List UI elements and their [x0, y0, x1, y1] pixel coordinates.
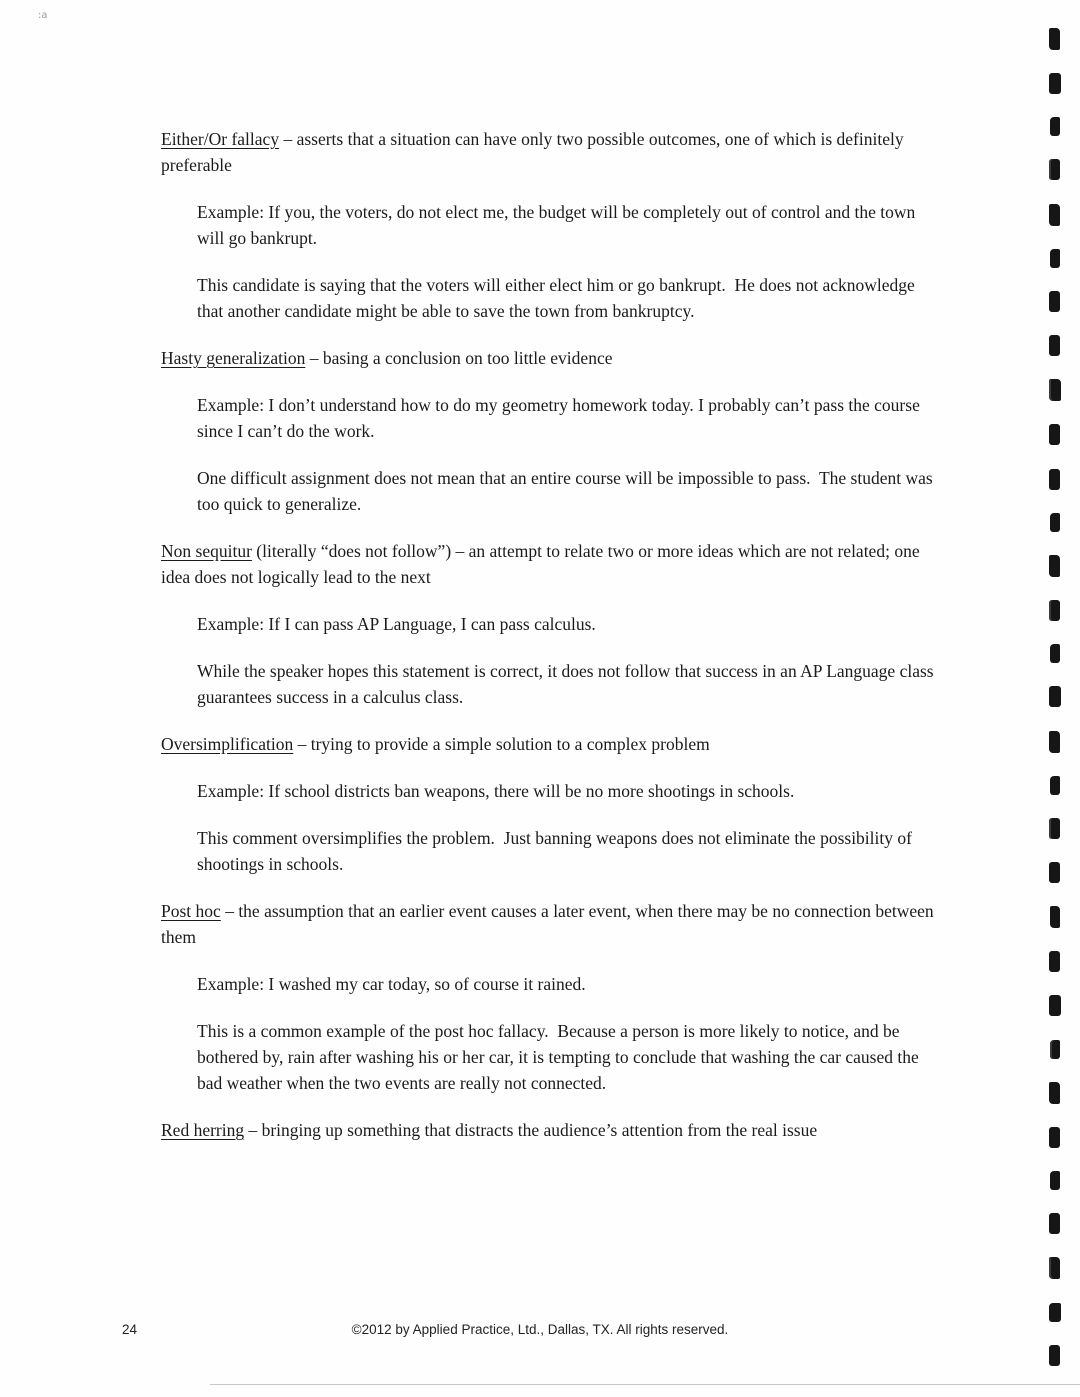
- fallacy-paragraph: Example: If you, the voters, do not elect me, the budget will be completely out of control and the town will go bankrupt.: [197, 202, 920, 248]
- fallacy-section: [161, 1117, 939, 1143]
- binding-mark: [1049, 995, 1061, 1016]
- binding-mark: [1049, 204, 1060, 226]
- fallacy-section: [161, 126, 939, 324]
- fallacy-paragraph: This candidate is saying that the voters will either elect him or go bankrupt. He does not acknowledge that another candidate might be able to save the town from bankruptcy.: [197, 275, 920, 321]
- scan-edge-line: [210, 1384, 1080, 1385]
- binding-mark: [1049, 159, 1060, 180]
- binding-mark: [1049, 1303, 1061, 1322]
- binding-mark: [1049, 1345, 1060, 1366]
- fallacy-heading: Oversimplification – trying to provide a simple solution to a complex problem: [161, 734, 710, 754]
- page-number: 24: [122, 1322, 138, 1337]
- fallacy-term: Oversimplification: [161, 734, 294, 754]
- binding-mark: [1049, 469, 1060, 490]
- binding-mark: [1050, 776, 1060, 795]
- binding-mark: [1049, 818, 1060, 839]
- page-content: [161, 126, 939, 1164]
- scan-artifact: :a: [38, 10, 48, 21]
- binding-mark: [1050, 249, 1060, 268]
- fallacy-term: Post hoc: [161, 901, 221, 921]
- fallacy-section: [161, 538, 939, 710]
- binding-mark: [1050, 1040, 1060, 1059]
- fallacy-paragraph: While the speaker hopes this statement is correct, it does not follow that success in an AP Language class guarantees success in a calculus class.: [197, 661, 938, 707]
- binding-mark: [1049, 862, 1060, 883]
- fallacy-paragraph: This is a common example of the post hoc fallacy. Because a person is more likely to notice, and be bothered by, rain after washing his or her car, it is tempting to conclude that washing the car caused the bad weather when the two events are really not connected.: [197, 1021, 924, 1093]
- fallacy-heading: Red herring – bringing up something that distracts the audience’s attention from the real issue: [161, 1120, 818, 1140]
- fallacy-heading: Hasty generalization – basing a conclusion on too little evidence: [161, 348, 613, 368]
- fallacy-paragraph: One difficult assignment does not mean that an entire course will be impossible to pass. The student was too quick to generalize.: [197, 468, 938, 514]
- binding-mark: [1049, 424, 1060, 445]
- binding-mark: [1049, 1257, 1060, 1279]
- binding-mark: [1049, 951, 1060, 972]
- fallacy-paragraph: Example: If school districts ban weapons, there will be no more shootings in schools.: [197, 781, 795, 801]
- fallacy-term: Red herring: [161, 1120, 245, 1140]
- binding-mark: [1049, 1082, 1060, 1104]
- binding-mark: [1049, 555, 1060, 577]
- fallacy-section: [161, 731, 939, 877]
- fallacy-heading: Non sequitur (literally “does not follow”) – an attempt to relate two or more ideas which are not related; one idea does not logically lead to the next: [161, 541, 924, 587]
- binding-mark: [1049, 379, 1061, 401]
- binding-mark: [1049, 335, 1060, 356]
- binding-mark: [1049, 291, 1060, 312]
- binding-mark: [1050, 906, 1060, 928]
- copyright-text: ©2012 by Applied Practice, Ltd., Dallas, TX. All rights reserved.: [351, 1322, 729, 1337]
- fallacy-paragraph: Example: If I can pass AP Language, I can pass calculus.: [197, 614, 596, 634]
- fallacy-section: [161, 898, 939, 1096]
- spiral-binding: [1048, 28, 1061, 1366]
- fallacy-term: Either/Or fallacy: [161, 129, 280, 149]
- fallacy-section: [161, 345, 939, 517]
- fallacy-term: Non sequitur: [161, 541, 252, 561]
- binding-mark: [1049, 686, 1061, 707]
- binding-mark: [1049, 1213, 1060, 1234]
- binding-mark: [1050, 1171, 1060, 1190]
- fallacy-paragraph: Example: I don’t understand how to do my geometry homework today. I probably can’t pass the course since I can’t do the work.: [197, 395, 925, 441]
- fallacy-paragraph: This comment oversimplifies the problem. Just banning weapons does not eliminate the possibility of shootings in schools.: [197, 828, 917, 874]
- binding-mark: [1050, 117, 1060, 136]
- fallacy-term: Hasty generalization: [161, 348, 306, 368]
- fallacy-paragraph: Example: I washed my car today, so of course it rained.: [197, 974, 586, 994]
- binding-mark: [1050, 644, 1060, 663]
- binding-mark: [1049, 28, 1060, 50]
- fallacy-heading: Post hoc – the assumption that an earlier event causes a later event, when there may be no connection between them: [161, 901, 939, 947]
- binding-mark: [1050, 513, 1060, 532]
- binding-mark: [1049, 600, 1060, 621]
- binding-mark: [1049, 731, 1060, 753]
- binding-mark: [1049, 1127, 1060, 1148]
- fallacy-heading: Either/Or fallacy – asserts that a situation can have only two possible outcomes, one of which is definitely preferable: [161, 129, 908, 175]
- page-footer: [0, 1322, 1080, 1342]
- binding-mark: [1049, 73, 1061, 94]
